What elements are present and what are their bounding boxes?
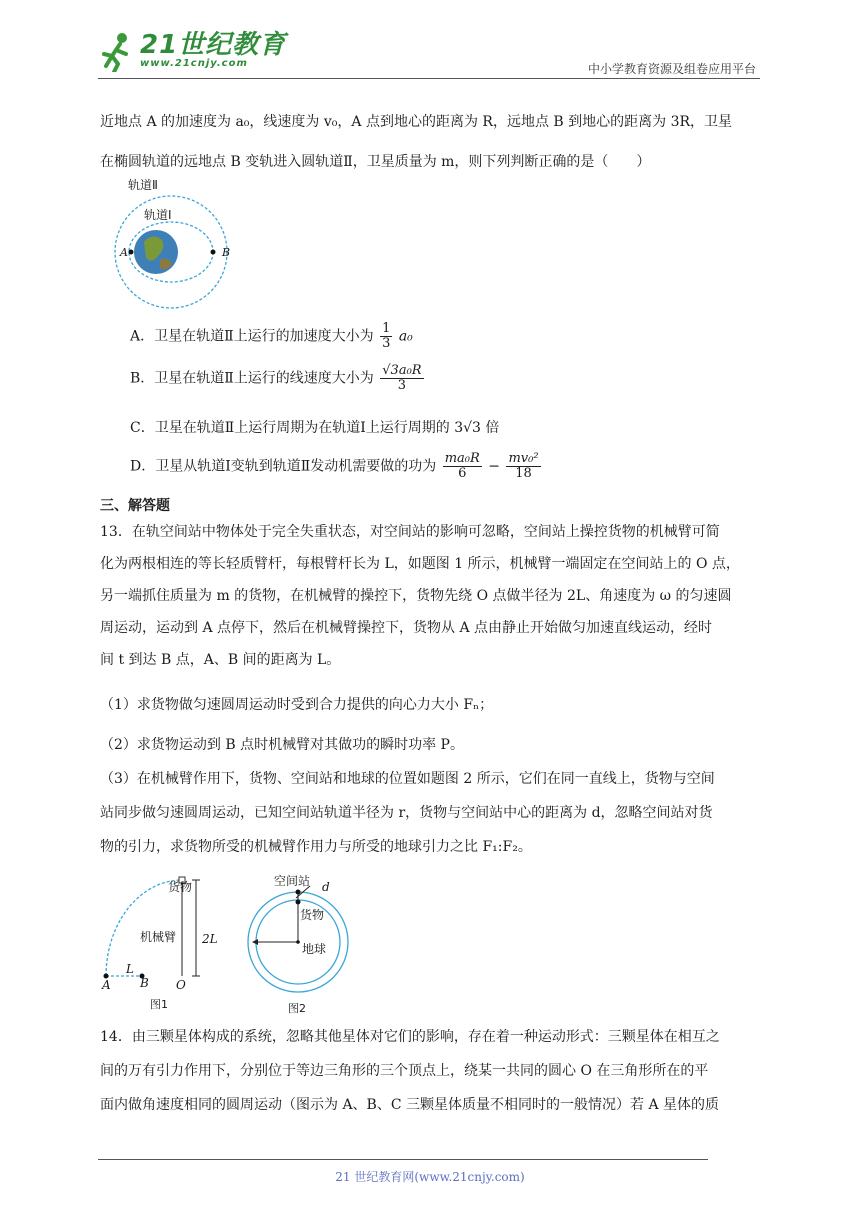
option-d: D．卫星从轨道Ⅰ变轨到轨道Ⅱ发动机需要做的功为 $\frac{\text{ma₀R}}{6}$ − $\frac{\text{mv₀²}}{18}$ xyxy=(130,451,539,481)
orbit-2-label: 轨道Ⅱ xyxy=(128,178,158,192)
fig2-d-label: d xyxy=(322,880,330,894)
q12-line-2: 在椭圆轨道的远地点 B 变轨进入圆轨道Ⅱ，卫星质量为 m，则下列判断正确的是（ ） xyxy=(100,154,651,170)
orbit-figure xyxy=(96,172,246,312)
site-logo xyxy=(98,32,286,72)
option-a: A．卫星在轨道Ⅱ上运行的加速度大小为 $\frac{1}{3}$ a₀ xyxy=(130,321,413,351)
q13-sub-3-line-1: （3）在机械臂作用下，货物、空间站和地球的位置如题图 2 所示，它们在同一直线上，货物与空间 xyxy=(100,771,715,787)
fig1-cargo-label: 货物 xyxy=(168,880,193,894)
orbit-1-label: 轨道Ⅰ xyxy=(144,208,172,222)
fig1-a-label: A xyxy=(102,978,111,992)
fig1-l-label: L xyxy=(126,962,134,976)
logo-url: www.21cnjy.com xyxy=(140,58,248,69)
fig2-cargo-label: 货物 xyxy=(300,908,325,922)
q13-sub-1: （1）求货物做匀速圆周运动时受到合力提供的向心力大小 Fₙ； xyxy=(100,697,494,713)
q14-line-2: 间的万有引力作用下，分别位于等边三角形的三个顶点上，绕某一共同的圆心 O 在三角形所在的平 xyxy=(100,1063,709,1079)
fig1-arm-label: 机械臂 xyxy=(140,930,177,944)
fig1-caption: 图1 xyxy=(150,998,168,1011)
fig2-station-label: 空间站 xyxy=(274,874,311,888)
q13-line-5: 间 t 到达 B 点，A、B 间的距离为 L。 xyxy=(100,652,341,668)
fig1-b-label: B xyxy=(140,976,149,990)
footer-link[interactable]: 21 世纪教育网(www.21cnjy.com) xyxy=(335,1170,525,1184)
option-b: B．卫星在轨道Ⅱ上运行的线速度大小为 $\frac{\text{√3a₀R}}{3}$ xyxy=(130,363,422,393)
point-b-label: B xyxy=(222,246,231,259)
header-platform-name: 中小学教育资源及组卷应用平台 xyxy=(587,62,756,76)
option-c: C．卫星在轨道Ⅱ上运行周期为在轨道Ⅰ上运行周期的 3√3 倍 xyxy=(130,420,500,436)
q13-sub-3-line-3: 物的引力，求货物所受的机械臂作用力与所受的地球引力之比 F₁:F₂。 xyxy=(100,839,532,855)
header-divider xyxy=(98,78,760,79)
q13-line-4: 周运动，运动到 A 点停下，然后在机械臂操控下，货物从 A 点由静止开始做匀加速直线运动，经时 xyxy=(100,620,713,636)
fig2-earth-label: 地球 xyxy=(302,942,327,956)
q12-line-1: 近地点 A 的加速度为 a₀，线速度为 v₀，A 点到地心的距离为 R，远地点 B 到地心的距离为 3R，卫星 xyxy=(100,114,733,130)
footer-divider xyxy=(98,1159,708,1160)
q13-sub-2: （2）求货物运动到 B 点时机械臂对其做功的瞬时功率 P。 xyxy=(100,737,464,753)
q13-line-3: 另一端抓住质量为 m 的货物，在机械臂的操控下，货物先绕 O 点做半径为 2L、角速度为 ω 的匀速圆 xyxy=(100,588,732,604)
point-a-dot xyxy=(129,250,134,255)
section-title: 三、解答题 xyxy=(100,498,170,514)
q13-line-2: 化为两根相连的等长轻质臂杆，每根臂杆长为 L，如题图 1 所示，机械臂一端固定在空间站上的 O 点， xyxy=(100,556,740,572)
q14-line-3: 面内做角速度相同的圆周运动（图示为 A、B、C 三颗星体质量不相同时的一般情况）若 A 星体的质 xyxy=(100,1097,720,1113)
q13-line-1: 13．在轨空间站中物体处于完全失重状态，对空间站的影响可忽略，空间站上操控货物的机械臂可简 xyxy=(100,524,720,540)
fig2-caption: 图2 xyxy=(288,1002,306,1015)
runner-icon xyxy=(98,32,136,72)
fig1-o-label: O xyxy=(176,978,186,992)
logo-title: 21世纪教育 xyxy=(140,30,287,60)
q14-line-1: 14．由三颗星体构成的系统，忽略其他星体对它们的影响，存在着一种运动形式：三颗星体在相互之 xyxy=(100,1029,720,1045)
q13-sub-3-line-2: 站同步做匀速圆周运动，已知空间站轨道半径为 r，货物与空间站中心的距离为 d，忽略空间站对货 xyxy=(100,805,713,821)
point-a-label: A xyxy=(120,246,128,259)
fig1-length-label: 2L xyxy=(202,932,218,946)
point-b-dot xyxy=(211,250,216,255)
